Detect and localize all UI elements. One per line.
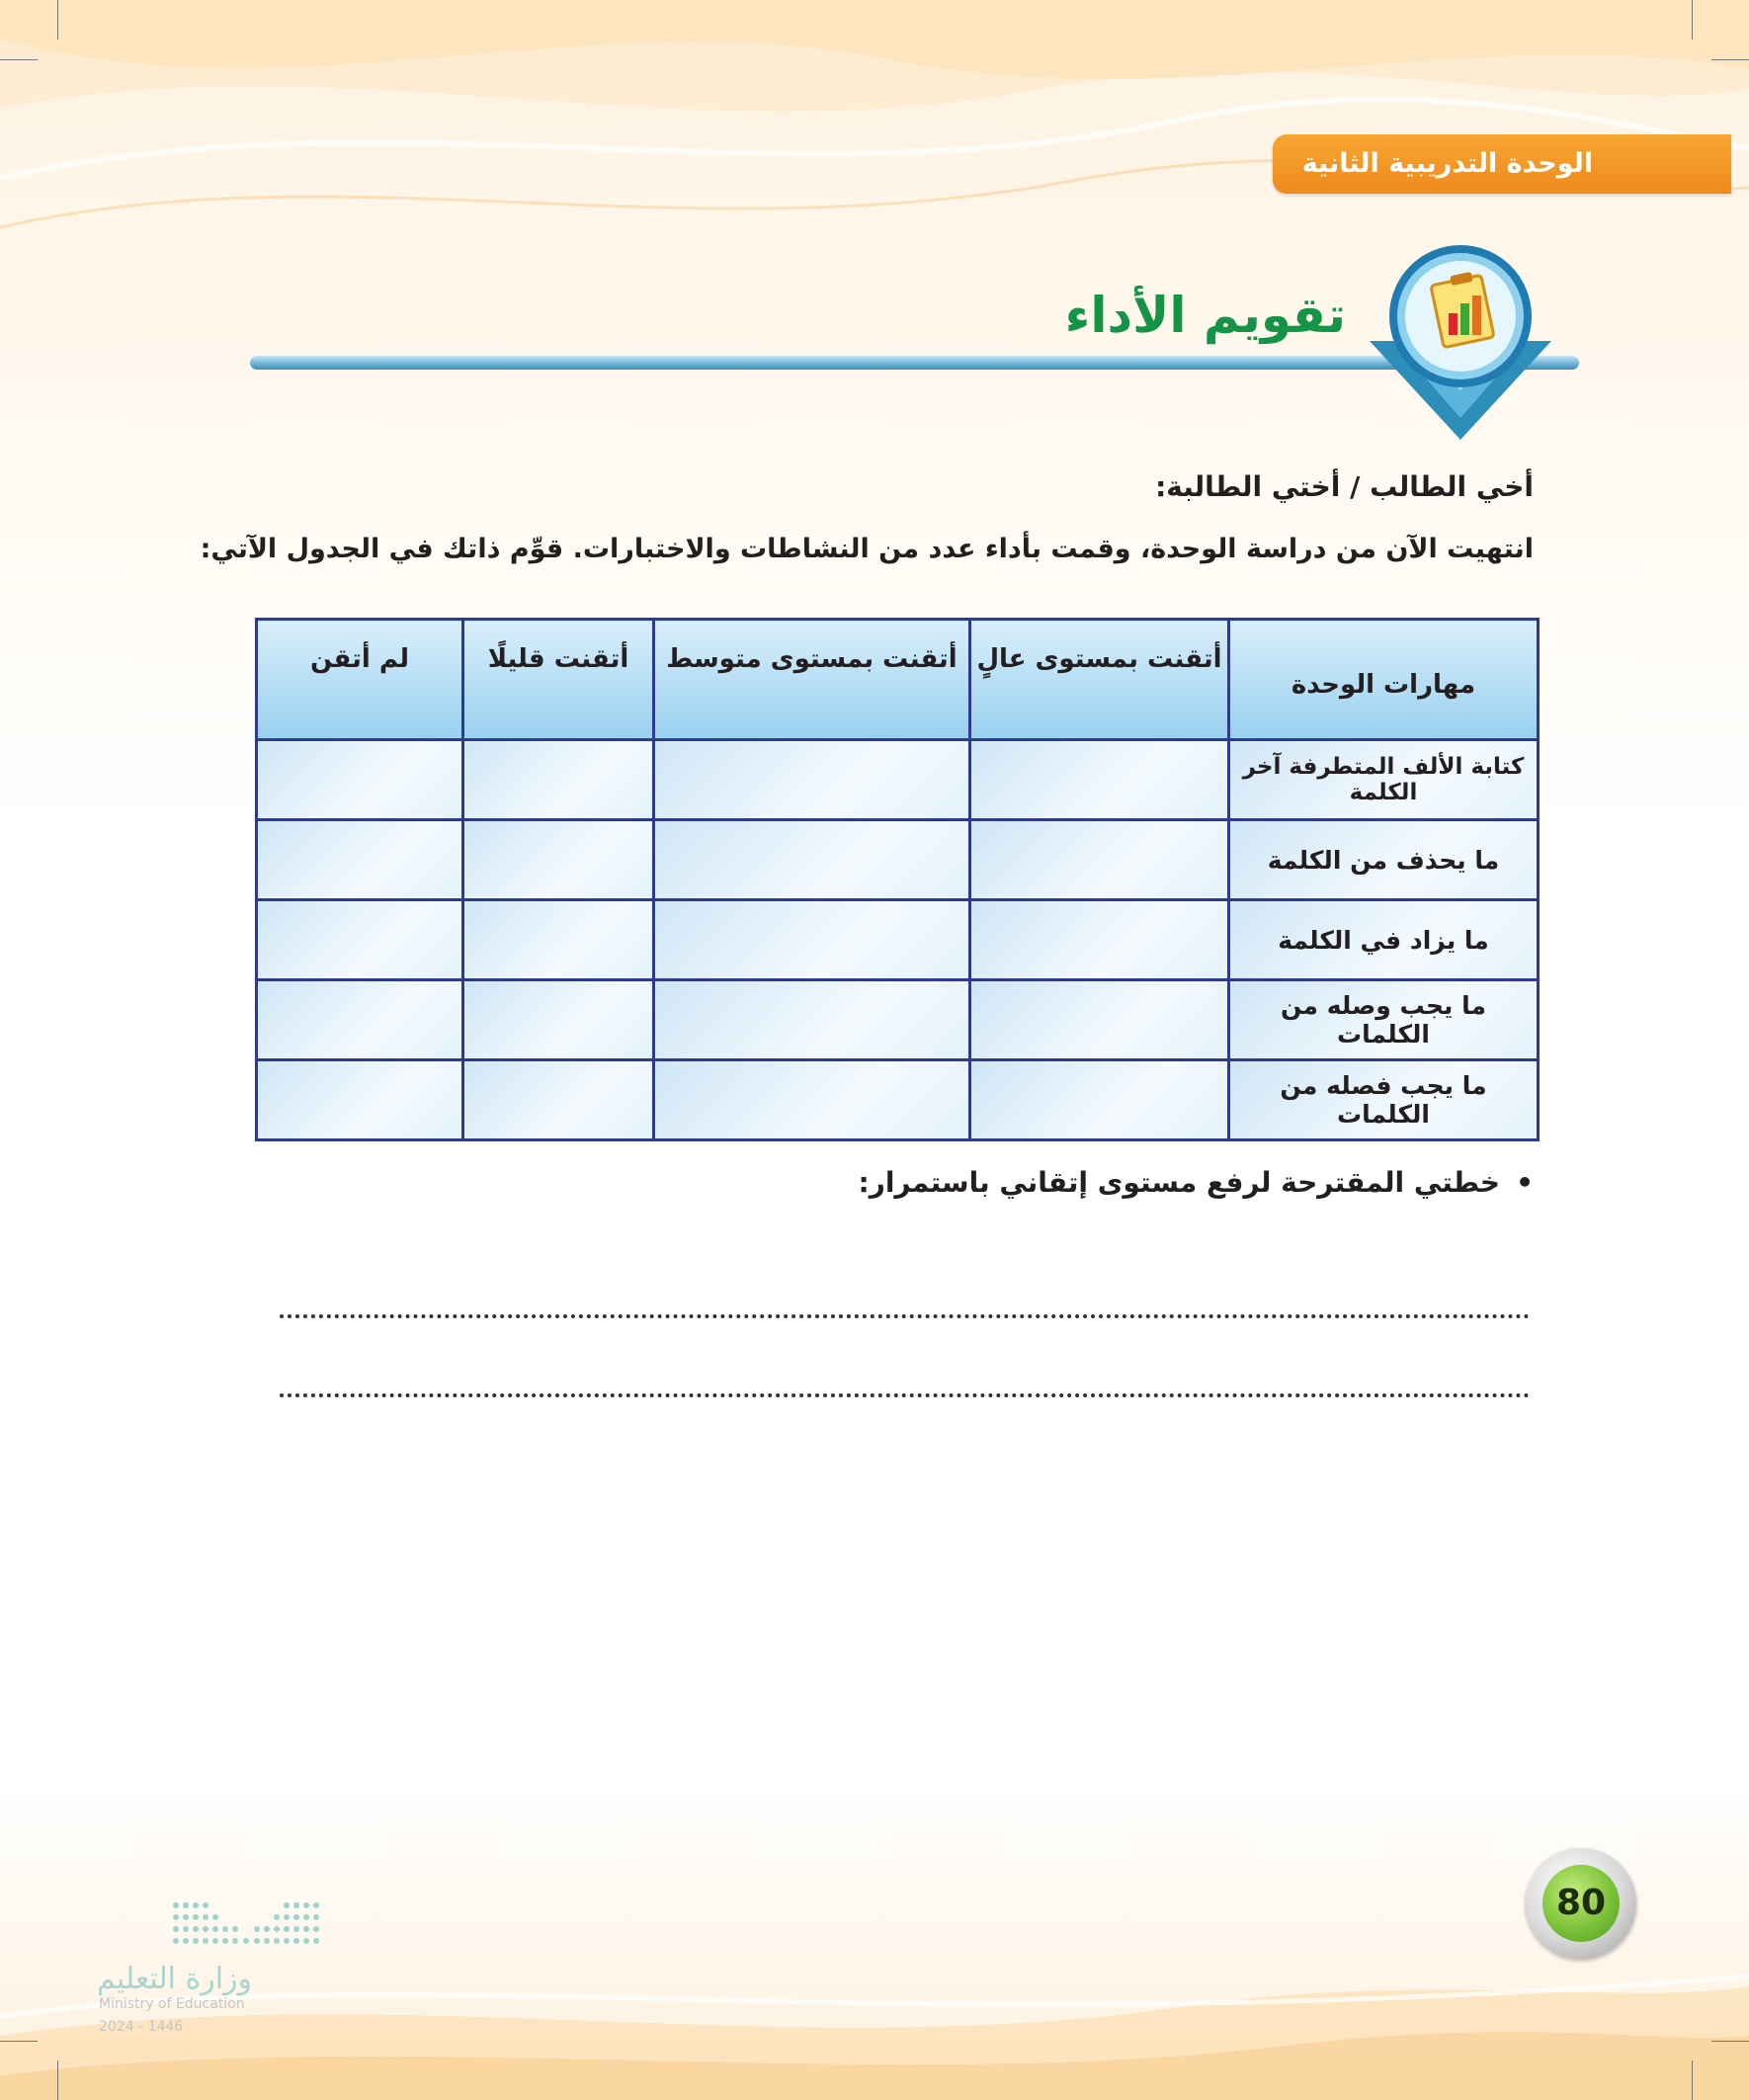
plan-label: خطتي المقترحة لرفع مستوى إتقاني باستمرار: (858, 1166, 1501, 1199)
rating-cell-none[interactable] (257, 740, 463, 820)
skill-label: ما يجب فصله من الكلمات (1229, 1060, 1539, 1140)
table-row (257, 900, 1539, 980)
rating-cell-low[interactable] (463, 740, 654, 820)
crop-mark (0, 2041, 38, 2042)
improvement-plan-prompt (859, 1166, 1534, 1199)
crop-mark (57, 2060, 58, 2100)
edition-year: 2024 - 1446 (99, 2019, 184, 2035)
table-header-row (257, 620, 1539, 740)
answer-line[interactable] (280, 1314, 1530, 1318)
table-row (257, 820, 1539, 900)
table-row (257, 1060, 1539, 1140)
skill-label: ما يزاد في الكلمة (1229, 900, 1539, 980)
crop-mark (1711, 59, 1749, 60)
bullet-icon: • (1516, 1166, 1534, 1199)
header-high-mastery: أتقنت بمستوى عالٍ (970, 620, 1229, 740)
table-row (257, 740, 1539, 820)
instruction-text: انتهيت الآن من دراسة الوحدة، وقمت بأداء عدد من النشاطات والاختبارات. قوِّم ذاتك في الجدول الآتي: (200, 534, 1534, 564)
unit-label: الوحدة التدريبية الثانية (1301, 148, 1593, 179)
header-not-mastered: لم أتقن (257, 620, 463, 740)
rating-cell-high[interactable] (970, 1060, 1229, 1140)
rating-cell-none[interactable] (257, 980, 463, 1060)
self-evaluation-table (255, 618, 1540, 1141)
rating-cell-low[interactable] (463, 980, 654, 1060)
rating-cell-low[interactable] (463, 820, 654, 900)
rating-cell-medium[interactable] (654, 900, 970, 980)
answer-line[interactable] (280, 1393, 1530, 1397)
table-row (257, 980, 1539, 1060)
rating-cell-medium[interactable] (654, 1060, 970, 1140)
crop-mark (57, 0, 58, 40)
skill-label: ما يحذف من الكلمة (1229, 820, 1539, 900)
page-number: 80 (1542, 1865, 1620, 1942)
rating-cell-none[interactable] (257, 900, 463, 980)
ministry-logo-icon (170, 1897, 323, 1945)
skill-label: كتابة الألف المتطرفة آخر الكلمة (1229, 740, 1539, 820)
crop-mark (1692, 0, 1693, 40)
rating-cell-low[interactable] (463, 1060, 654, 1140)
ministry-name-english: Ministry of Education (99, 1996, 245, 2012)
crop-mark (1711, 2041, 1749, 2042)
rating-cell-medium[interactable] (654, 980, 970, 1060)
rating-cell-medium[interactable] (654, 820, 970, 900)
rating-cell-none[interactable] (257, 1060, 463, 1140)
unit-tab (1273, 134, 1731, 194)
header-low-mastery: أتقنت قليلًا (463, 620, 654, 740)
greeting-text: أخي الطالب / أختي الطالبة: (1155, 470, 1534, 503)
crop-mark (1692, 2060, 1693, 2100)
crop-mark (0, 59, 38, 60)
rating-cell-medium[interactable] (654, 740, 970, 820)
rating-cell-none[interactable] (257, 820, 463, 900)
rating-cell-high[interactable] (970, 980, 1229, 1060)
skill-label: ما يجب وصله من الكلمات (1229, 980, 1539, 1060)
rating-cell-high[interactable] (970, 900, 1229, 980)
header-unit-skills: مهارات الوحدة (1229, 620, 1539, 740)
ministry-name-arabic: وزارة التعليم (97, 1962, 253, 1996)
header-medium-mastery: أتقنت بمستوى متوسط (654, 620, 970, 740)
page-number-badge (1526, 1848, 1636, 1959)
rating-cell-low[interactable] (463, 900, 654, 980)
evaluation-clipboard-icon (1362, 242, 1559, 445)
section-title: تقويم الأداء (1064, 287, 1346, 344)
rating-cell-high[interactable] (970, 820, 1229, 900)
rating-cell-high[interactable] (970, 740, 1229, 820)
